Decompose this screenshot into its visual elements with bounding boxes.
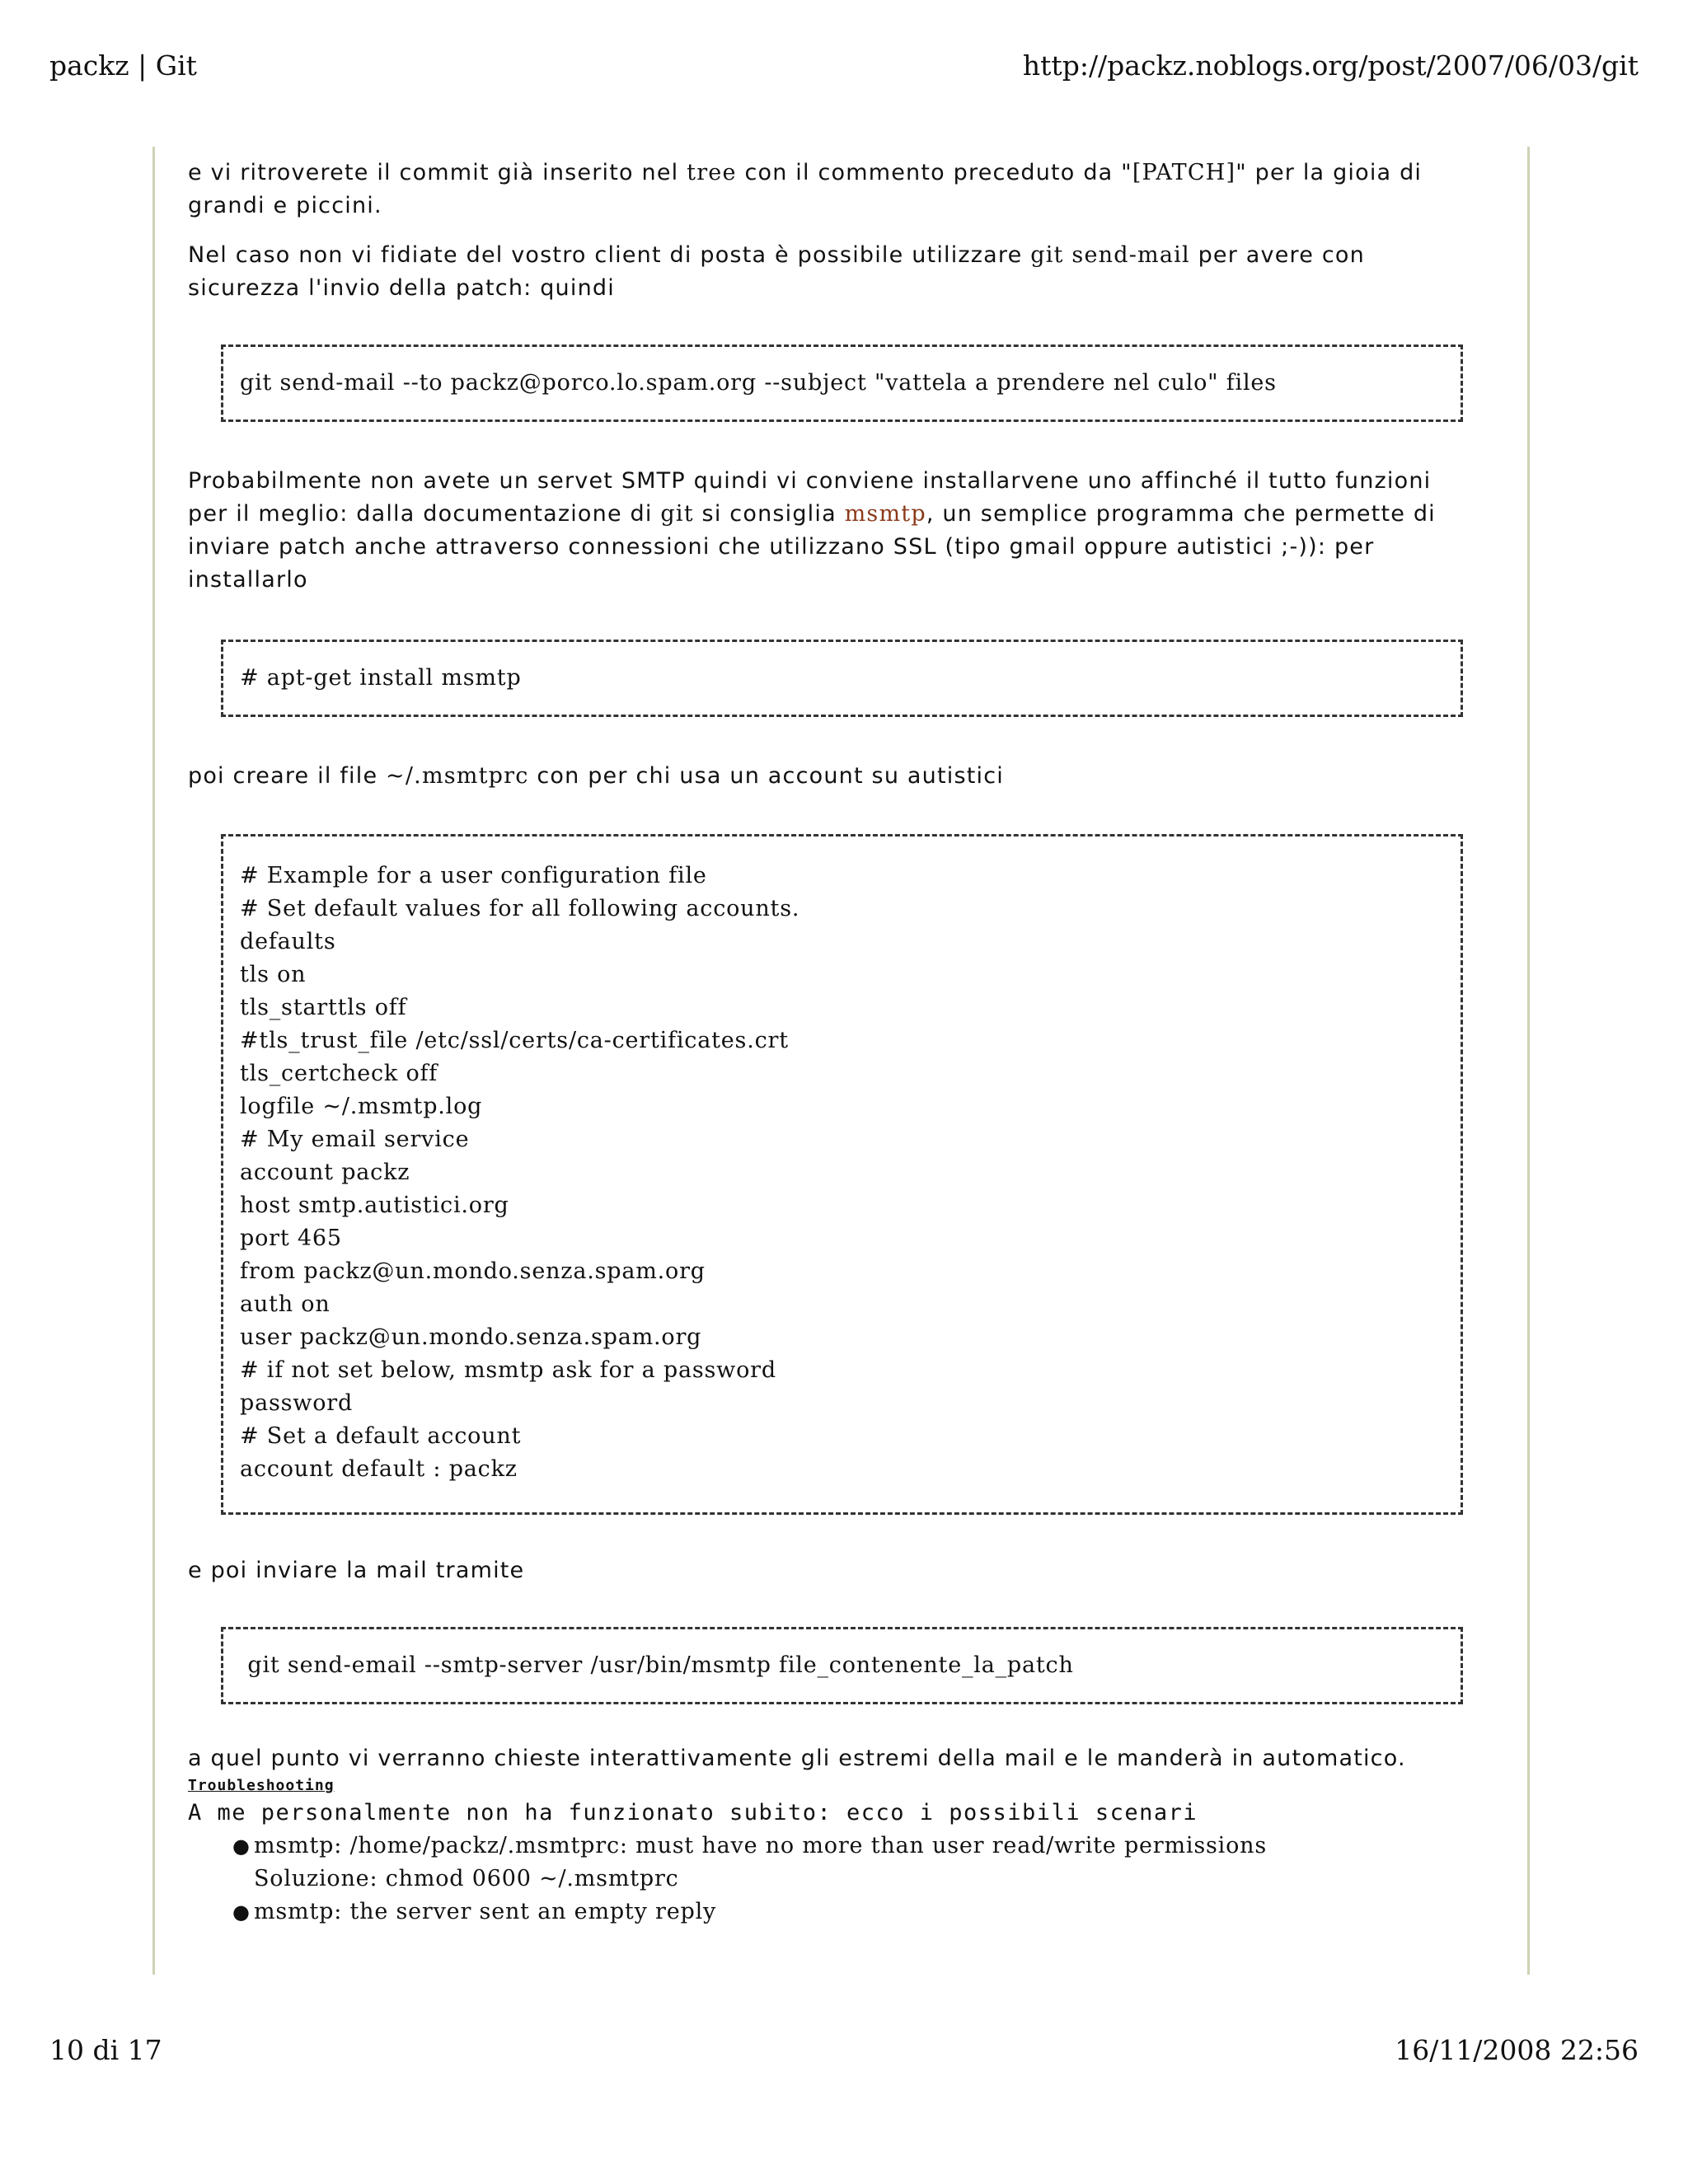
troubleshooting-intro: A me personalmente non ha funzionato subito: ecco i possibili scenari	[188, 1800, 1198, 1825]
code-line: # Example for a user configuration file	[240, 863, 707, 888]
paragraph-send: e poi inviare la mail tramite	[188, 1558, 525, 1583]
right-border-rule	[1527, 147, 1530, 1975]
code-line: # apt-get install msmtp	[240, 665, 522, 691]
paragraph-interactive: a quel punto vi verranno chieste interattivamente gli estremi della mail e le manderà in automatico.	[188, 1746, 1406, 1771]
code-line: tls on	[240, 962, 307, 987]
code-line: tls_starttls off	[240, 995, 407, 1020]
code-line: #tls_trust_file /etc/ssl/certs/ca-certificates.crt	[240, 1028, 789, 1053]
code-line: git send-mail --to packz@porco.lo.spam.org --subject "vattela a prendere nel culo" files	[240, 370, 1277, 396]
list-item	[232, 1896, 1474, 1929]
troubleshooting-heading: Troubleshooting	[188, 1777, 335, 1794]
code-line: git send-email --smtp-server /usr/bin/msmtp file_contenente_la_patch	[240, 1652, 1074, 1678]
code-line: defaults	[240, 929, 336, 954]
code-line: tls_certcheck off	[240, 1061, 438, 1086]
msmtp-link[interactable]: msmtp	[844, 501, 926, 527]
code-line: logfile ~/.msmtp.log	[240, 1094, 483, 1119]
code-block-apt-get	[221, 640, 1463, 717]
inline-code-git: git	[660, 501, 694, 527]
code-block-send-mail	[221, 344, 1463, 422]
code-block-msmtprc	[221, 834, 1463, 1515]
page-number: 10 di 17	[49, 2034, 162, 2066]
code-line: # Set default values for all following accounts.	[240, 896, 800, 921]
code-line: port 465	[240, 1226, 342, 1251]
paragraph-msmtprc: poi creare il file ~/.msmtprc con per chi usa un account su autistici	[188, 763, 1004, 789]
code-block-send-email	[221, 1627, 1463, 1704]
code-line: # Set a default account	[240, 1423, 522, 1449]
code-line: # My email service	[240, 1127, 470, 1152]
issue-error: msmtp: /home/packz/.msmtprc: must have no more than user read/write permissions	[254, 1833, 1267, 1858]
code-line: user packz@un.mondo.senza.spam.org	[240, 1324, 702, 1350]
paragraph-send-mail: Nel caso non vi fidiate del vostro client di posta è possibile utilizzare git send-mail per avere con sicurezza l'invio della patch: quindi	[188, 242, 1365, 301]
code-line: # if not set below, msmtp ask for a password	[240, 1357, 776, 1383]
code-line: account packz	[240, 1160, 410, 1185]
code-line: auth on	[240, 1291, 331, 1317]
inline-code-patch: [PATCH]	[1132, 160, 1236, 185]
list-item	[232, 1830, 1474, 1896]
code-line: password	[240, 1390, 354, 1416]
issue-error: msmtp: the server sent an empty reply	[254, 1899, 717, 1924]
inline-code-tree: tree	[687, 160, 737, 185]
troubleshooting-list	[188, 1830, 1474, 1929]
inline-code-msmtprc: ~/.msmtprc	[386, 763, 529, 789]
code-line: from packz@un.mondo.senza.spam.org	[240, 1258, 706, 1284]
issue-solution: Soluzione: chmod 0600 ~/.msmtprc	[254, 1866, 679, 1891]
inline-code-git-send-mail: git send-mail	[1030, 242, 1190, 268]
print-datetime: 16/11/2008 22:56	[1395, 2034, 1639, 2066]
paragraph-commit: e vi ritroverete il commit già inserito nel tree con il commento preceduto da "[PATCH]" per la gioia di grandi e piccini.	[188, 160, 1423, 218]
left-border-rule	[152, 147, 155, 1975]
code-line: host smtp.autistici.org	[240, 1193, 509, 1218]
page-header-title: packz | Git	[49, 49, 197, 82]
page-header-url: http://packz.noblogs.org/post/2007/06/03/git	[1022, 49, 1639, 82]
code-line: account default : packz	[240, 1456, 518, 1482]
paragraph-smtp: Probabilmente non avete un servet SMTP quindi vi conviene installarvene uno affinché il tutto funzioni per il meglio: dalla documentazione di git si consiglia msmtp, un semplice programma che permette di inviare patch anche attraverso connessioni che utilizzano SSL (tipo gmail oppure autistici ;-)): per installarlo	[188, 468, 1436, 593]
post-content	[188, 157, 1474, 1929]
troubleshooting-section	[188, 1775, 1474, 1929]
bullet-icon: ●	[232, 1900, 251, 1924]
bullet-icon: ●	[232, 1835, 251, 1858]
